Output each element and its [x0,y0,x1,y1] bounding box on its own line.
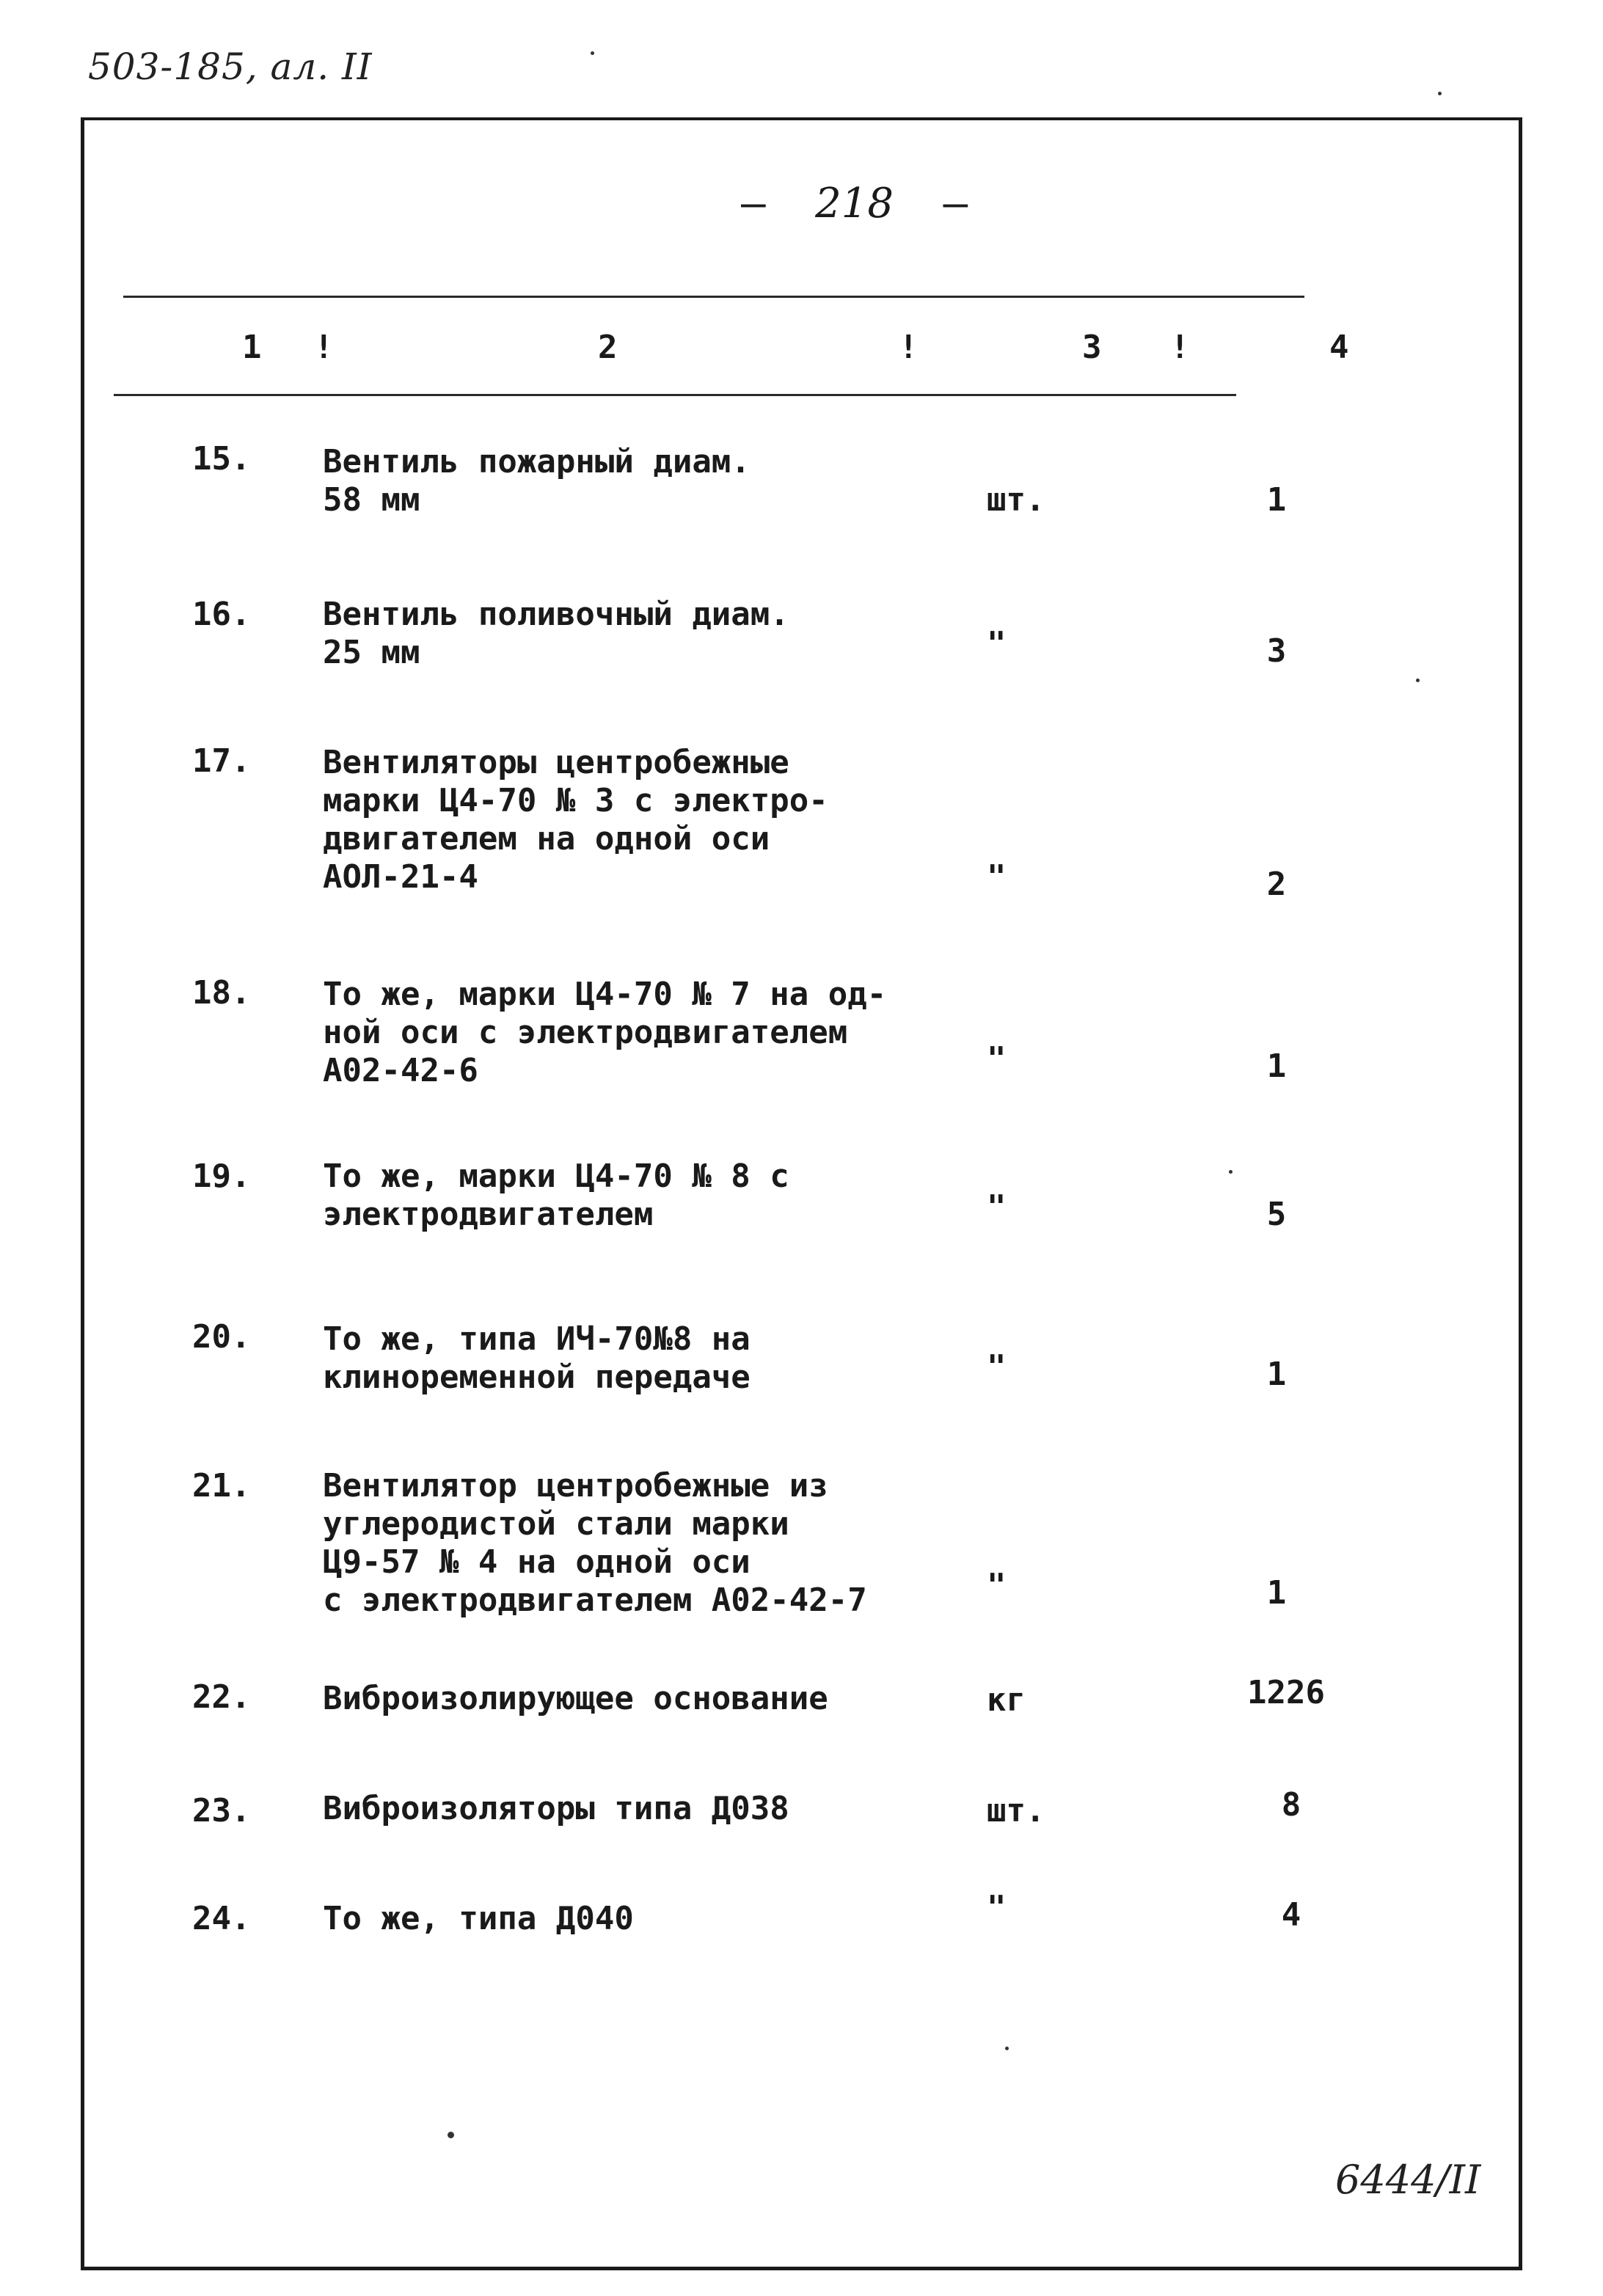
row-quantity: 1 [1266,1574,1287,1612]
row-unit: " [987,1040,1007,1078]
page-number-value: 218 [815,180,894,227]
row-number: 15. [192,440,251,478]
row-unit: " [987,625,1007,662]
row-quantity: 3 [1266,632,1287,670]
column-header-1: 1 [242,329,262,366]
row-item-name: Виброизолирующее основание [323,1680,828,1717]
row-unit: " [987,1188,1007,1226]
row-unit: " [987,858,1007,896]
row-number: 24. [192,1900,251,1937]
row-item-name: То же, марки Ц4-70 № 8 с электродвигателем [323,1158,789,1233]
row-quantity: 4 [1281,1896,1301,1934]
column-divider: ! [1170,329,1190,366]
row-number: 19. [192,1158,251,1195]
row-item-name: То же, типа ИЧ-70№8 на клиноременной передаче [323,1320,751,1396]
column-divider: ! [314,329,334,366]
column-header-4: 4 [1329,329,1349,366]
row-number: 21. [192,1467,251,1505]
archive-reference-top: 503-185, ал. II [88,45,373,88]
row-unit: " [987,1889,1007,1926]
row-unit: кг [987,1681,1026,1719]
scan-speck [448,2132,454,2138]
row-number: 18. [192,974,251,1012]
archive-reference-bottom: 6444/II [1335,2157,1481,2203]
scan-speck [1005,2047,1009,2050]
row-quantity: 1 [1266,1356,1287,1393]
table-top-rule [123,296,1304,298]
column-header-2: 2 [598,329,618,366]
page-frame [81,117,1522,2270]
row-item-name: То же, марки Ц4-70 № 7 на од- ной оси с электродвигателем А02-42-6 [323,976,887,1089]
row-item-name: Вентиль поливочный диам. 25 мм [323,596,789,671]
column-header-3: 3 [1082,329,1102,366]
row-quantity: 1 [1266,481,1287,519]
row-quantity: 8 [1281,1786,1301,1824]
scan-speck [1229,1170,1233,1174]
row-quantity: 1 [1266,1048,1287,1085]
row-number: 23. [192,1792,251,1829]
row-item-name: Вентилятор центробежные из углеродистой стали марки Ц9-57 № 4 на одной оси с электродвигателем А02-42-7 [323,1467,867,1619]
row-unit: " [987,1348,1007,1386]
row-item-name: То же, типа Д040 [323,1900,634,1937]
row-quantity: 5 [1266,1196,1287,1233]
row-item-name: Виброизоляторы типа Д038 [323,1790,789,1827]
row-number: 22. [192,1678,251,1716]
row-unit: шт. [987,1792,1045,1829]
row-unit: шт. [987,481,1045,519]
row-quantity: 2 [1266,866,1287,903]
row-number: 17. [192,742,251,780]
row-unit: " [987,1567,1007,1604]
page-number: – 218 – [741,180,968,227]
row-item-name: Вентиль пожарный диам. 58 мм [323,443,751,519]
row-number: 16. [192,596,251,633]
column-divider: ! [899,329,919,366]
row-quantity: 1226 [1247,1674,1325,1711]
table-header-rule [114,394,1236,396]
row-item-name: Вентиляторы центробежные марки Ц4-70 № 3 с электро- двигателем на одной оси АОЛ-21-4 [323,744,828,896]
scan-speck [591,51,594,55]
scan-speck [1438,92,1442,95]
scan-speck [1416,679,1420,682]
row-number: 20. [192,1318,251,1356]
